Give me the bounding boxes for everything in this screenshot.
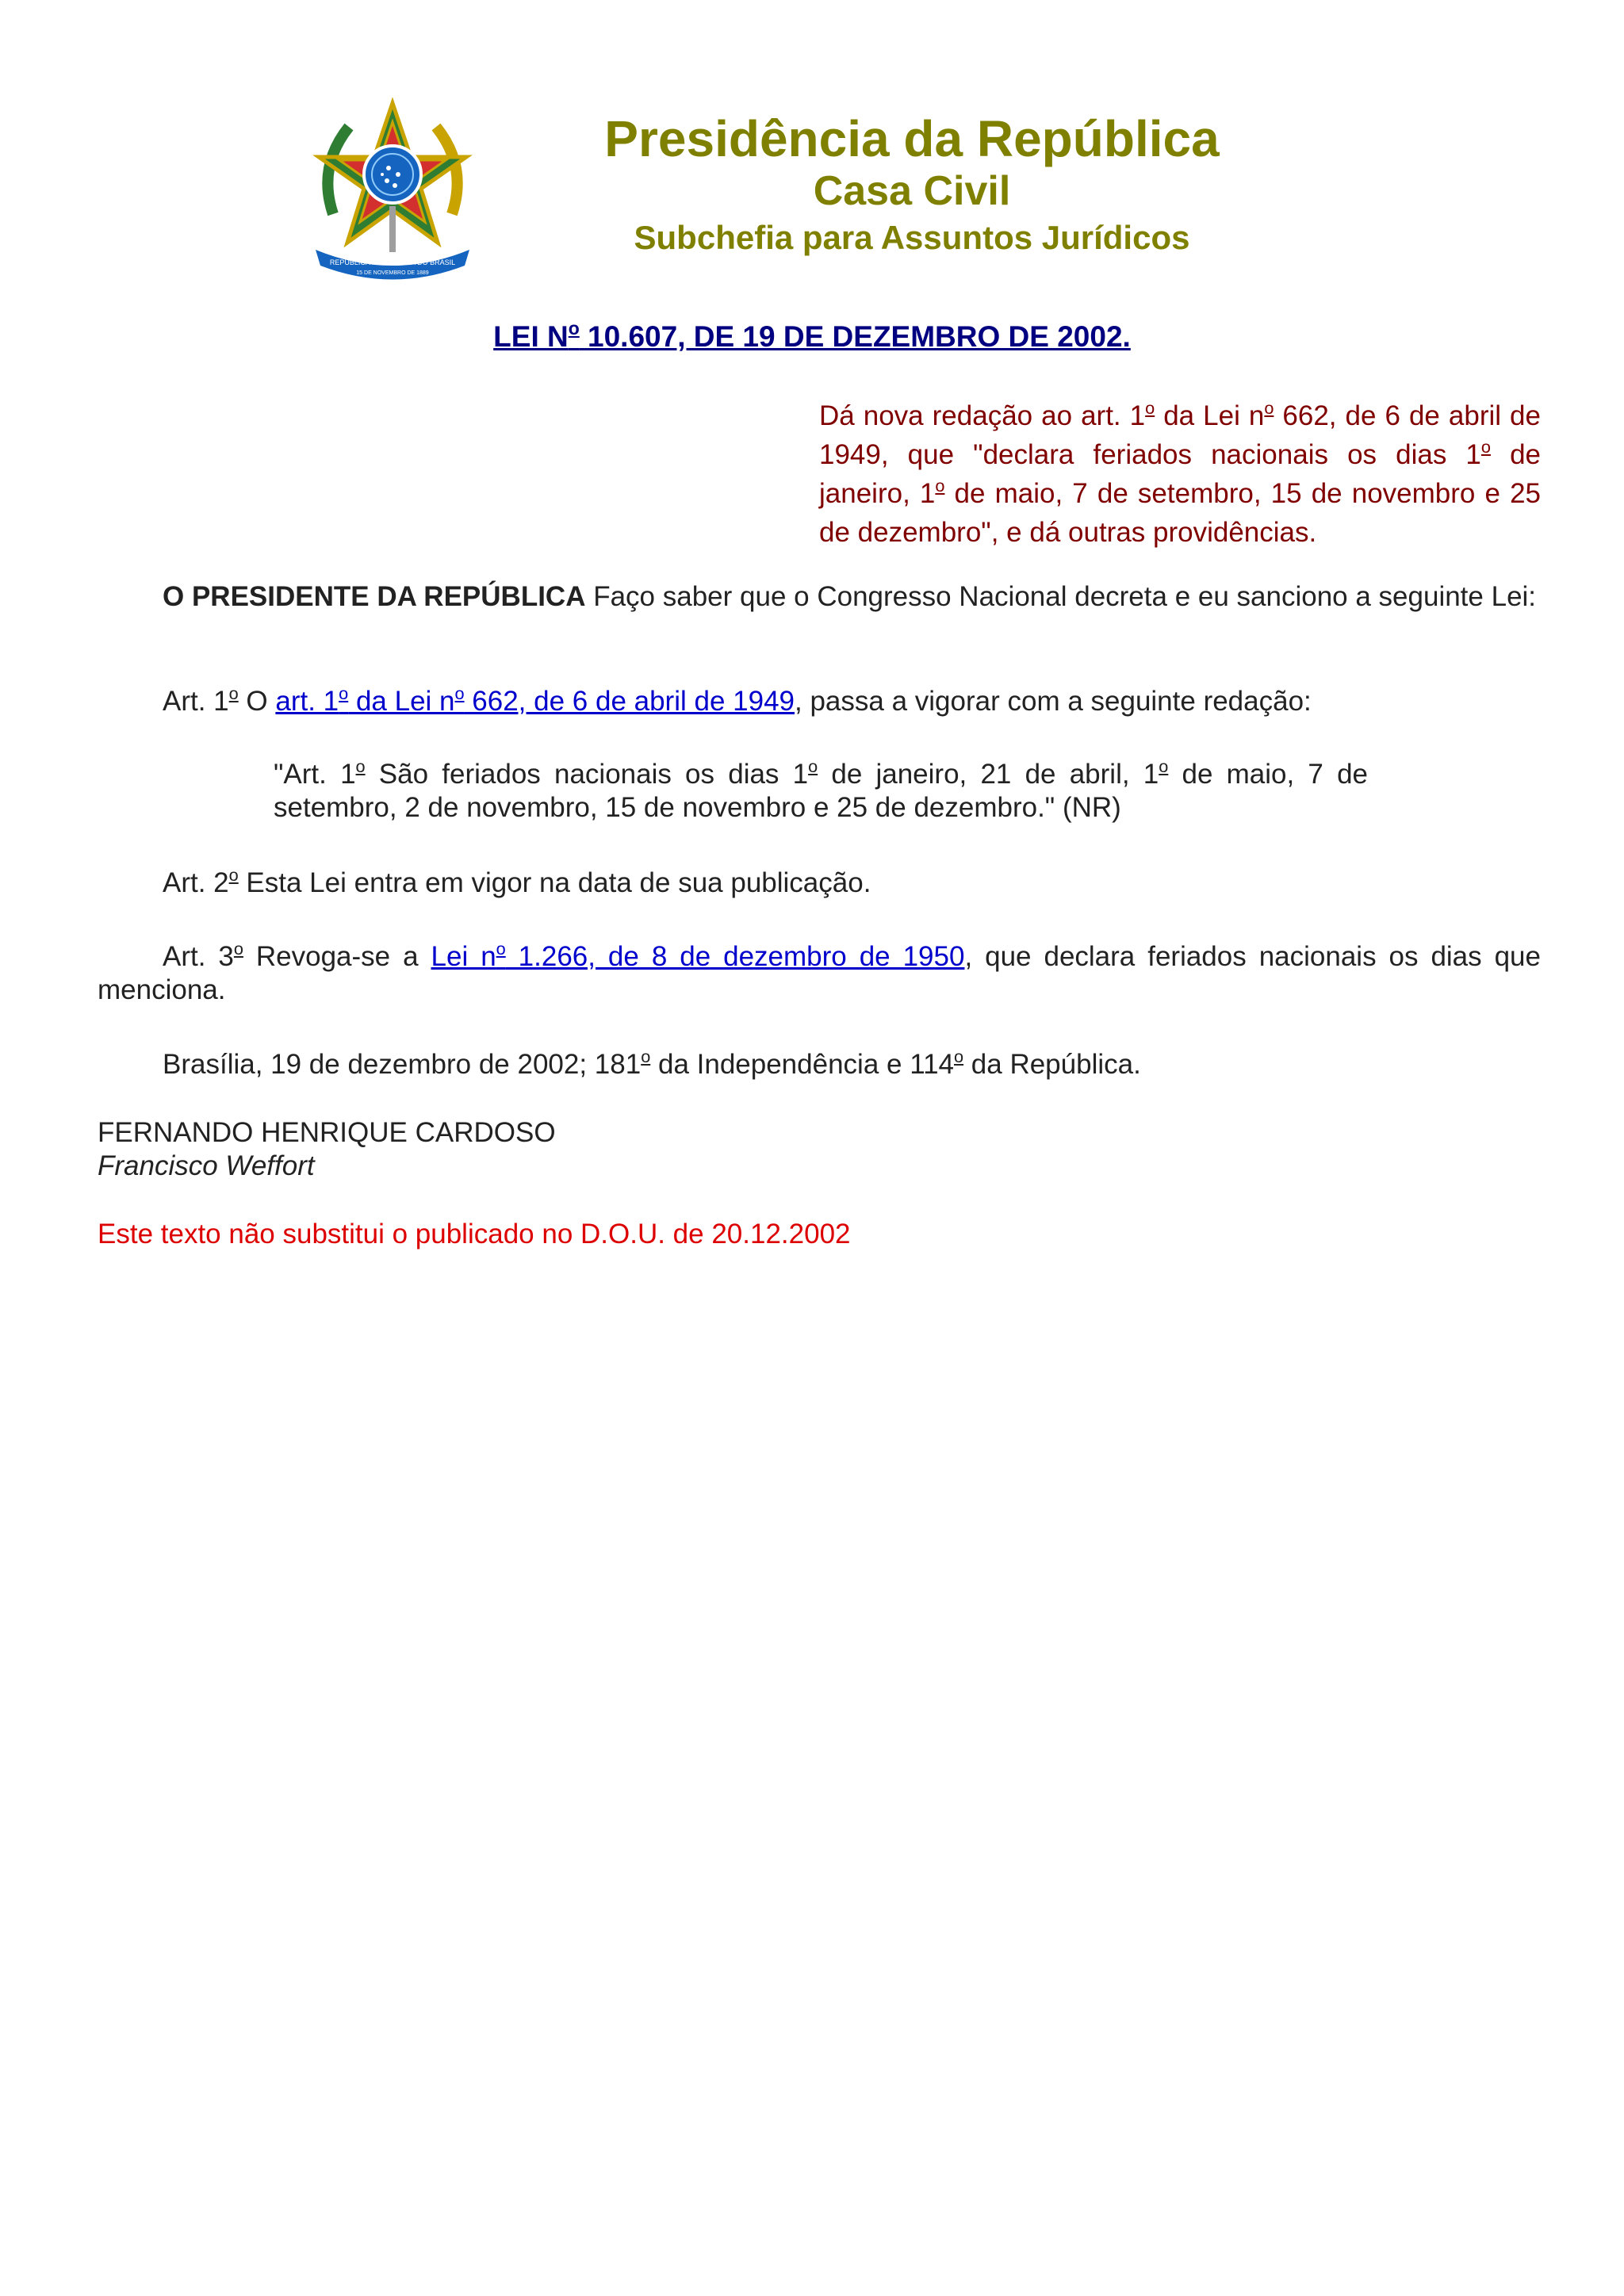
article-2: Art. 2$^o$ Esta Lei entra em vigor na data de sua publicação. [163,864,871,898]
link-lei-662[interactable]: art. 1$^o$ da Lei $n^o$ 662, de 6 de abril de 1949 [275,683,795,717]
law-title [0,320,1624,354]
article-1-quote: "Art. 1$^o$ São feriados nacionais os dias 1$^o$ de janeiro, 21 de abril, 1$^o$ de maio, 7 de setembro, 2 de novembro, 15 de novembro e 25 de dezembro." (NR) [274,756,1369,823]
emblem-date-text: 15 DE NOVEMBRO DE 1889 [356,270,429,276]
preamble-president: O PRESIDENTE DA REPÚBLICA [163,581,586,612]
ementa: Dá nova redação ao art. 1$^o$ da Lei $n^o$ 662, de 6 de abril de 1949, que "declara feriados nacionais os dias 1$^o$ de janeiro, 1$^o$ de maio, 7 de setembro, 15 de novembro e 25 de dezembro", e dá outras providências. [819,397,1541,548]
header-titles [515,111,1308,260]
coat-of-arms-icon [309,95,476,281]
header [309,95,1610,285]
closing-line: Brasília, 19 de dezembro de 2002; 181$^o$ da Independência e 114$^o$ da República. [163,1046,1141,1080]
article-1: Art. 1$^o$ O art. 1$^o$ da Lei $n^o$ 662, de 6 de abril de 1949, passa a vigorar com a seguinte redação: [163,683,1312,717]
emblem-ribbon-text: REPÚBLICA FEDERATIVA DO BRASIL [329,258,456,266]
preamble: O PRESIDENTE DA REPÚBLICA Faço saber que o Congresso Nacional decreta e eu sanciono a seguinte Lei: [163,581,1537,612]
link-lei-1266[interactable]: Lei $n^o$ 1.266, de 8 de dezembro de 1950 [431,938,965,972]
title-presidencia: Presidência da República [604,110,1220,167]
title-casa-civil: Casa Civil [813,168,1011,214]
signature-president: FERNANDO HENRIQUE CARDOSO [98,1117,556,1148]
title-subchefia: Subchefia para Assuntos Jurídicos [634,219,1190,256]
signature-minister: Francisco Weffort [98,1150,315,1181]
publication-notice: Este texto não substitui o publicado no D.O.U. de 20.12.2002 [98,1219,851,1249]
article-3: Art. 3$^o$ Revoga-se a Lei $n^o$ 1.266, de 8 de dezembro de 1950, que declara feriados nacionais os dias que menciona. [98,938,1541,1005]
law-title-link[interactable]: LEI $N^o$ 10.607, DE 19 DE DEZEMBRO DE 2002. [493,318,1131,353]
